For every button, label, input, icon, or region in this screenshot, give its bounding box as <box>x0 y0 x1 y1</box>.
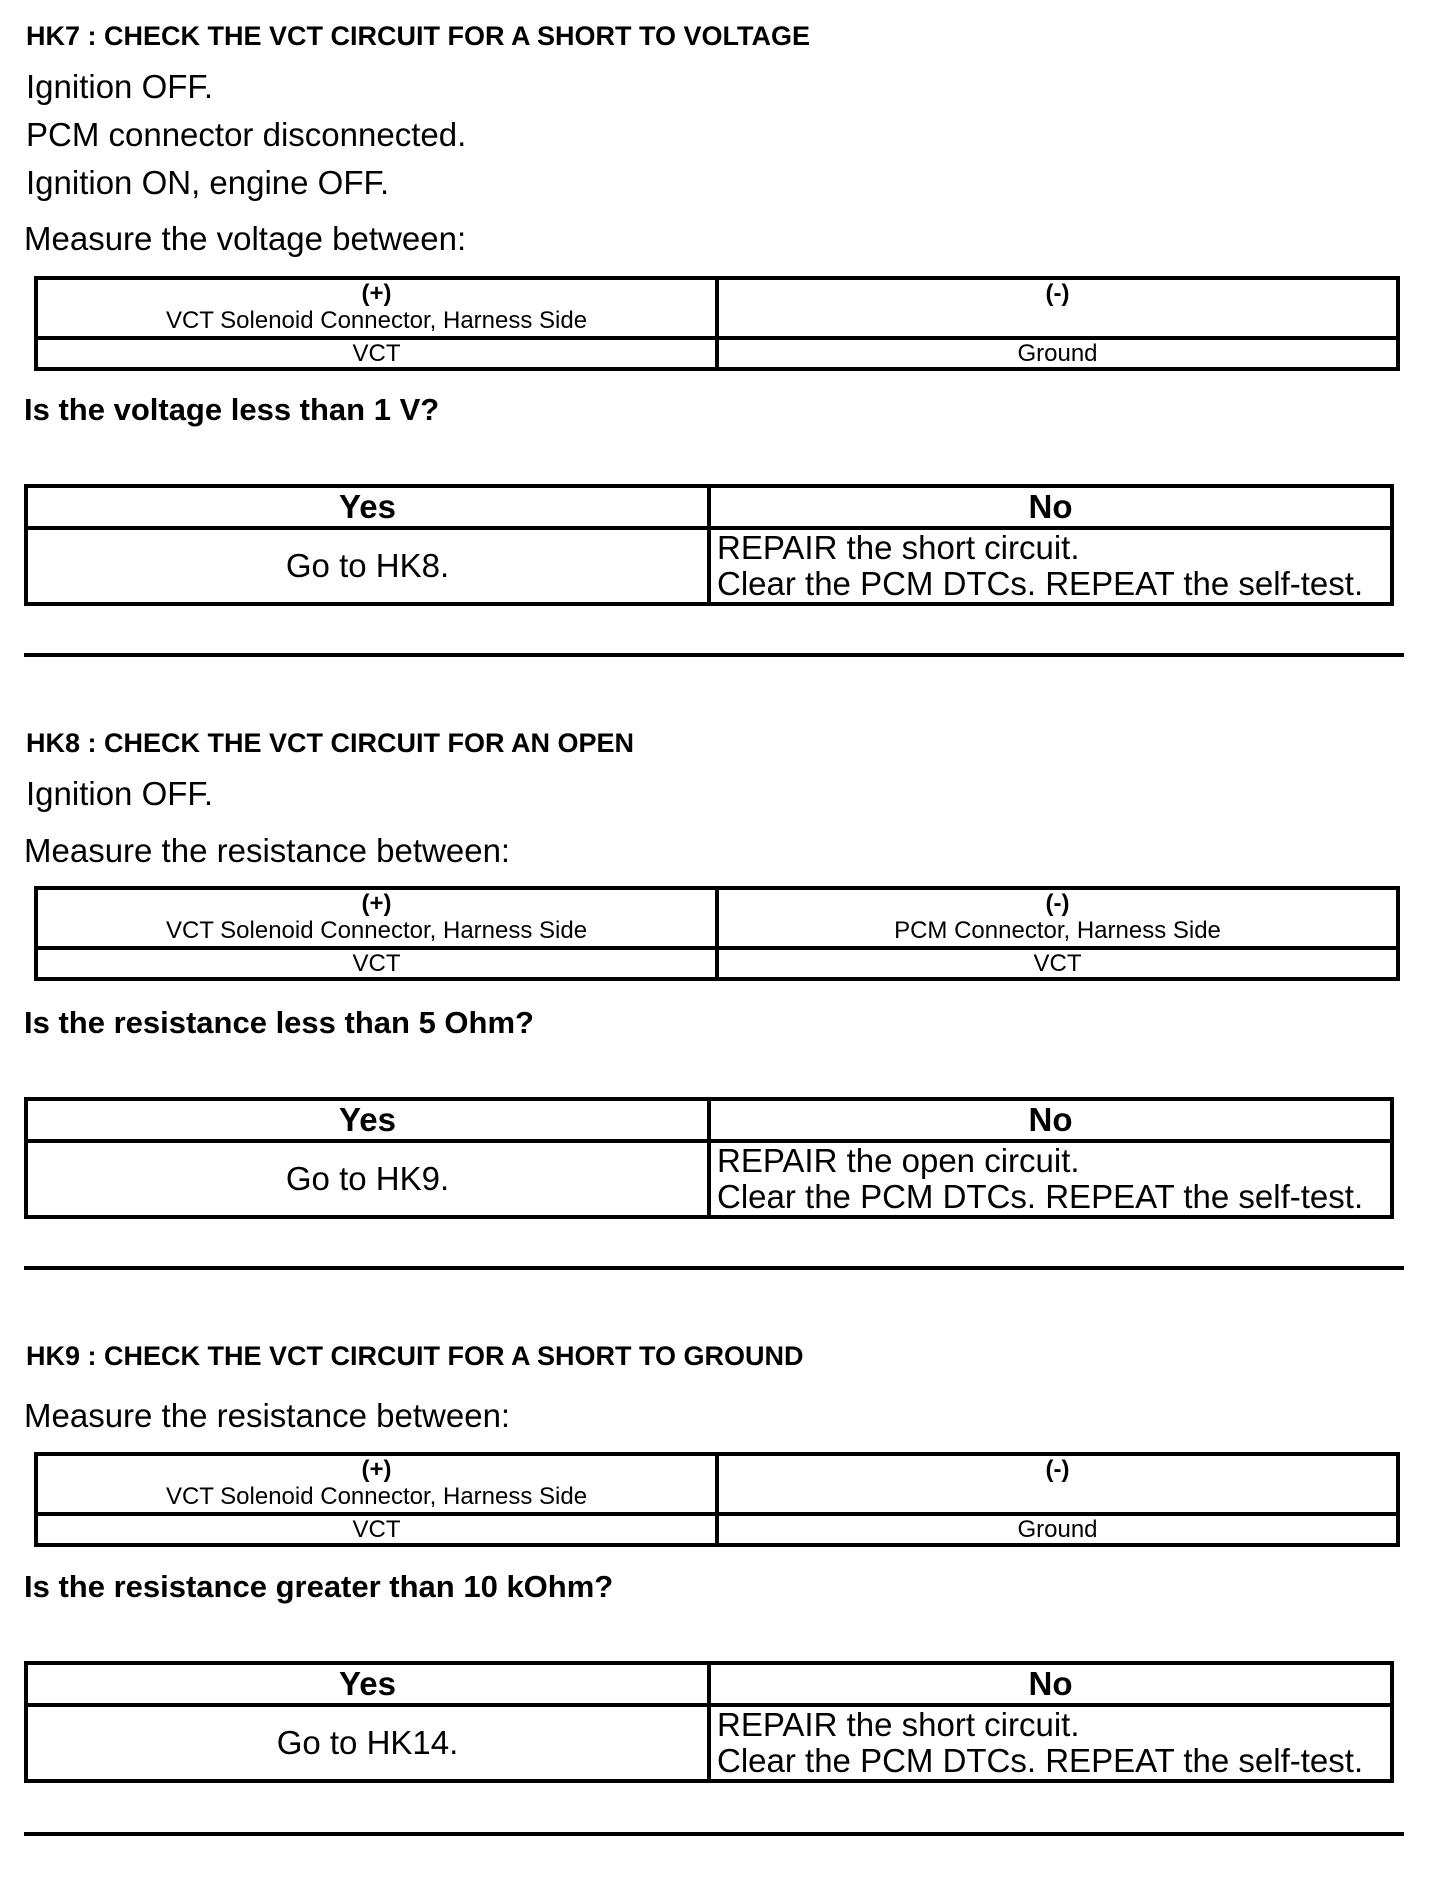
plus-sign: (+) <box>361 890 392 917</box>
decision-question: Is the voltage less than 1 V? <box>24 392 440 427</box>
step-heading-hk8: HK8 : CHECK THE VCT CIRCUIT FOR AN OPEN <box>26 728 635 758</box>
plus-sign: (+) <box>361 280 392 307</box>
minus-sign: (-) <box>1045 1456 1070 1483</box>
no-header: No <box>709 1099 1392 1141</box>
minus-terminal-header <box>717 888 1398 948</box>
minus-pin-value: Ground <box>717 1514 1398 1545</box>
step-heading-hk7: HK7 : CHECK THE VCT CIRCUIT FOR A SHORT TO VOLTAGE <box>26 21 811 51</box>
minus-terminal-header <box>717 1454 1398 1514</box>
no-action-line: REPAIR the short circuit. <box>717 529 1080 566</box>
decision-table <box>24 1097 1394 1219</box>
measure-instruction: Measure the resistance between: <box>24 1397 511 1434</box>
no-action-line: Clear the PCM DTCs. REPEAT the self-test. <box>717 565 1364 602</box>
yes-header: Yes <box>26 1099 709 1141</box>
plus-pin-value: VCT <box>36 948 717 979</box>
decision-question: Is the resistance greater than 10 kOhm? <box>24 1569 614 1604</box>
no-header: No <box>709 1663 1392 1705</box>
no-action <box>709 1705 1392 1781</box>
plus-terminal-header <box>36 1454 717 1514</box>
section-divider <box>24 1832 1404 1836</box>
plus-connector-label: VCT Solenoid Connector, Harness Side <box>165 307 588 334</box>
minus-pin-value: VCT <box>717 948 1398 979</box>
step-heading-hk9: HK9 : CHECK THE VCT CIRCUIT FOR A SHORT TO GROUND <box>26 1341 804 1371</box>
no-action-line: REPAIR the short circuit. <box>717 1706 1080 1743</box>
no-header: No <box>709 486 1392 528</box>
decision-table <box>24 484 1394 606</box>
minus-sign: (-) <box>1045 890 1070 917</box>
no-action <box>709 528 1392 604</box>
plus-sign: (+) <box>361 1456 392 1483</box>
plus-terminal-header <box>36 888 717 948</box>
no-action <box>709 1141 1392 1217</box>
minus-pin-value: Ground <box>717 338 1398 369</box>
step-instruction: Ignition OFF. <box>26 68 214 105</box>
minus-connector-label: PCM Connector, Harness Side <box>894 917 1221 944</box>
plus-connector-label: VCT Solenoid Connector, Harness Side <box>165 1483 588 1510</box>
plus-connector-label: VCT Solenoid Connector, Harness Side <box>165 917 588 944</box>
section-divider <box>24 653 1404 657</box>
no-action-line: Clear the PCM DTCs. REPEAT the self-test. <box>717 1178 1364 1215</box>
measurement-table <box>34 1452 1400 1547</box>
plus-terminal-header <box>36 278 717 338</box>
measure-instruction: Measure the resistance between: <box>24 832 511 869</box>
yes-action: Go to HK9. <box>26 1141 709 1217</box>
yes-header: Yes <box>26 1663 709 1705</box>
plus-pin-value: VCT <box>36 1514 717 1545</box>
measurement-table <box>34 276 1400 371</box>
no-action-line: Clear the PCM DTCs. REPEAT the self-test. <box>717 1742 1364 1779</box>
step-instruction: PCM connector disconnected. <box>26 116 467 153</box>
minus-terminal-header <box>717 278 1398 338</box>
measurement-table <box>34 886 1400 981</box>
decision-question: Is the resistance less than 5 Ohm? <box>24 1005 534 1040</box>
minus-sign: (-) <box>1045 280 1070 307</box>
step-instruction: Ignition OFF. <box>26 775 214 812</box>
yes-header: Yes <box>26 486 709 528</box>
measure-instruction: Measure the voltage between: <box>24 220 467 257</box>
plus-pin-value: VCT <box>36 338 717 369</box>
yes-action: Go to HK8. <box>26 528 709 604</box>
decision-table <box>24 1661 1394 1783</box>
section-divider <box>24 1266 1404 1270</box>
step-instruction: Ignition ON, engine OFF. <box>26 164 390 201</box>
yes-action: Go to HK14. <box>26 1705 709 1781</box>
no-action-line: REPAIR the open circuit. <box>717 1142 1080 1179</box>
